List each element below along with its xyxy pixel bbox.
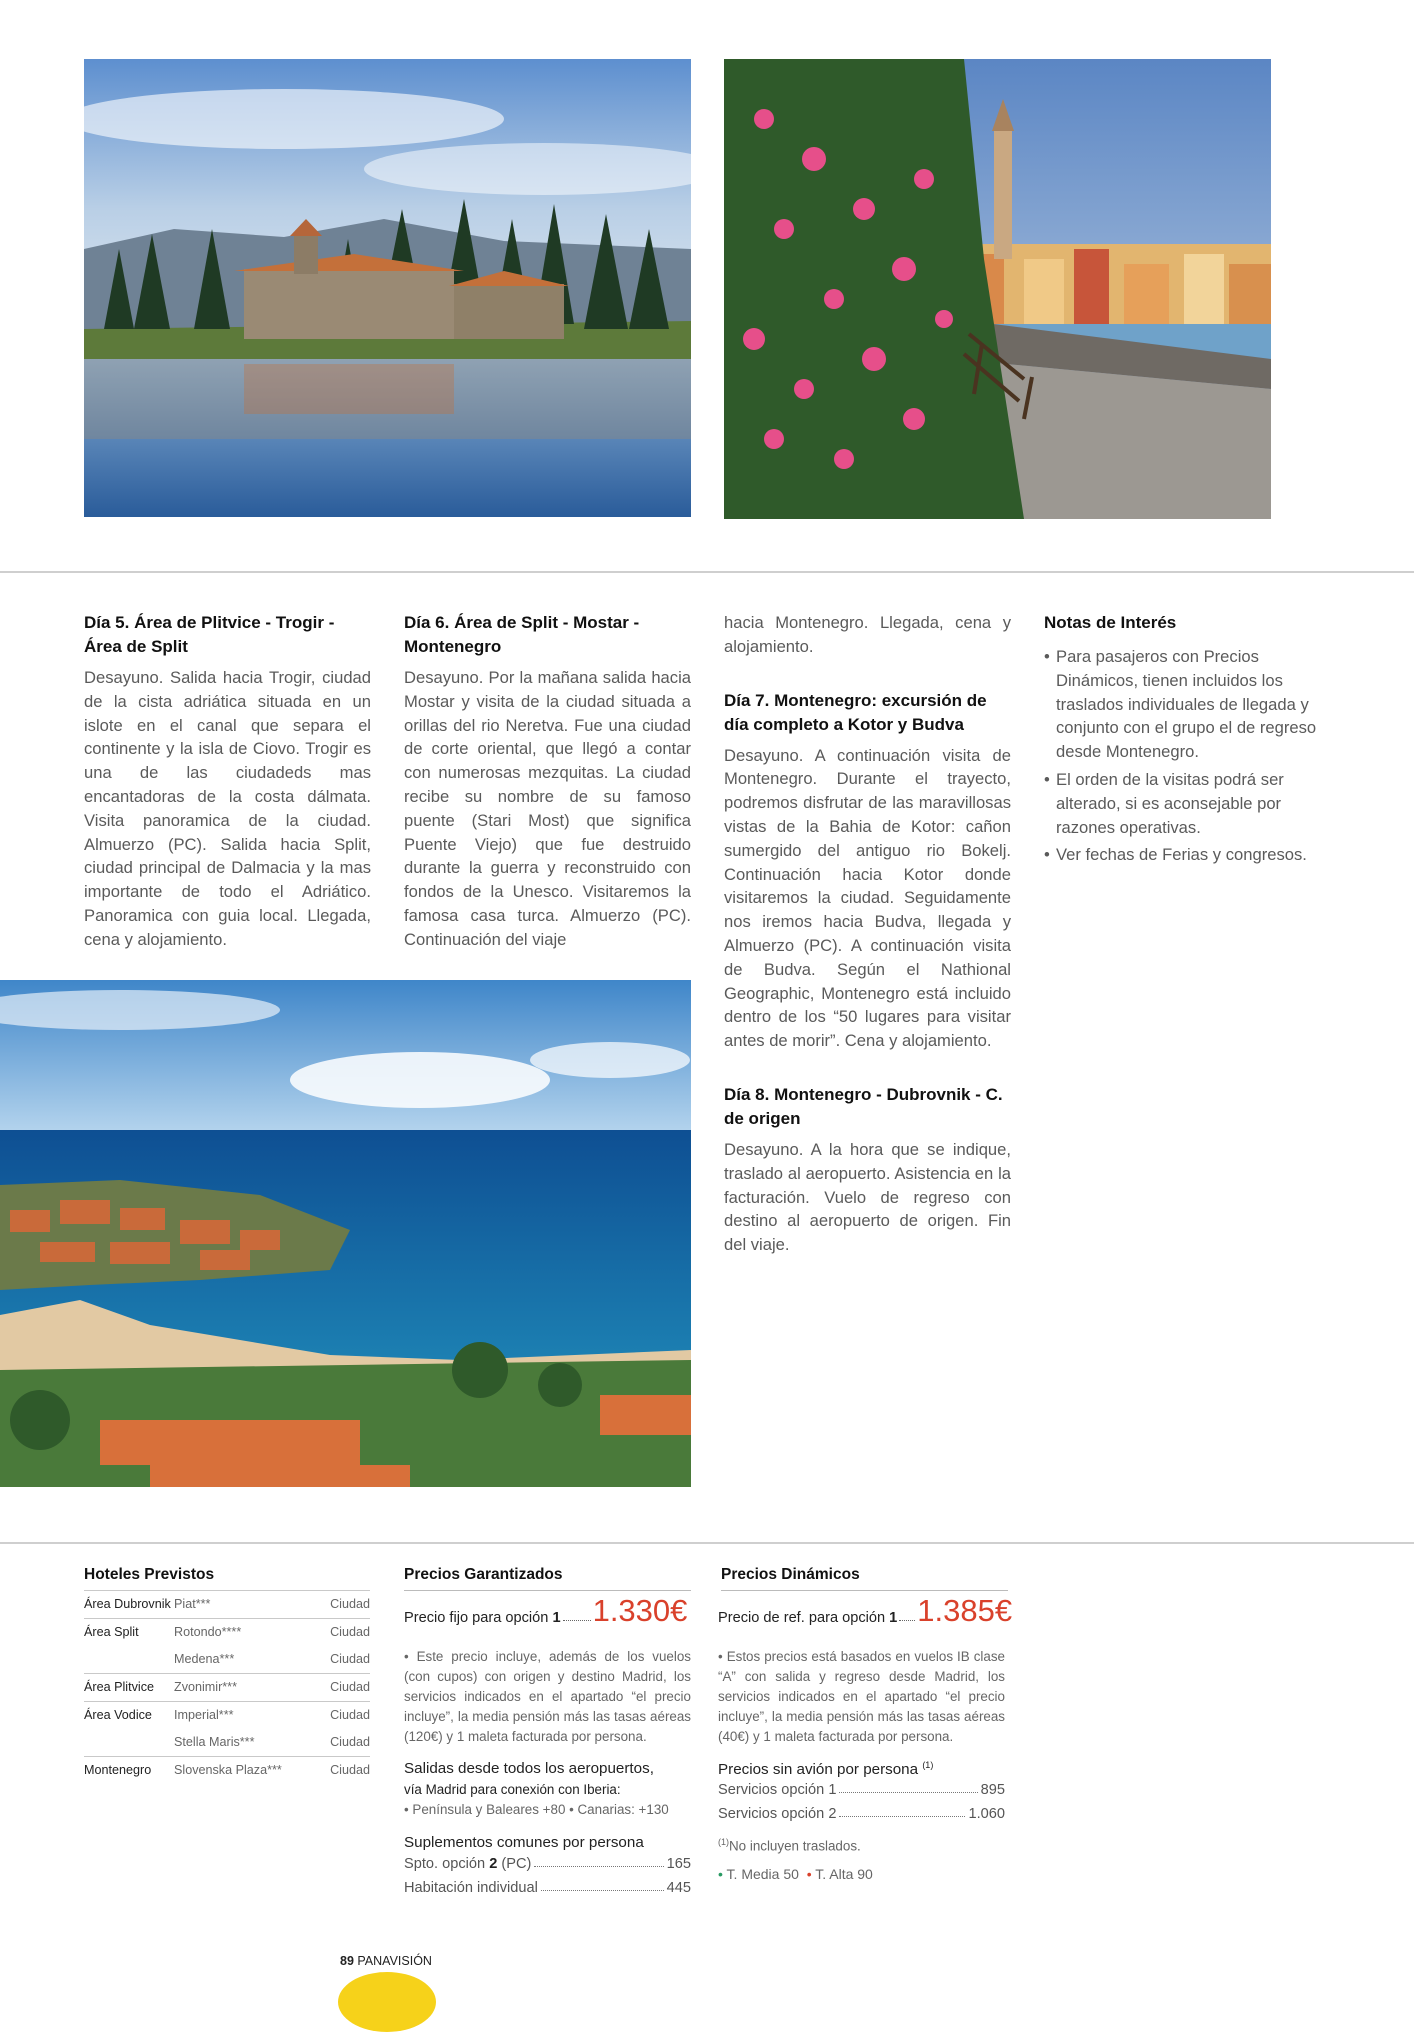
day6-title: Día 6. Área de Split - Mostar - Montenegro bbox=[404, 613, 640, 656]
section-divider-top bbox=[0, 571, 1414, 573]
hotel-name: Medena*** bbox=[174, 1652, 235, 1666]
season-high-dot: • bbox=[806, 1866, 812, 1882]
hotel-row bbox=[84, 1702, 370, 1730]
departures-text: • Península y Baleares +80 • Canarias: +130 bbox=[404, 1802, 669, 1817]
hotel-area: Montenegro bbox=[84, 1757, 174, 1785]
dynamic-footnote: $^{(1)}$No incluyen traslados. bbox=[718, 1837, 861, 1854]
guaranteed-includes: • Este precio incluye, además de los vuelos (con cupos) con origen y destino Madrid, los servicios indicados en el apartado “el precio incluye”, la media pensión más las tasas aéreas (120€) y 1 maleta facturada por persona. bbox=[404, 1649, 691, 1744]
hotel-location: Ciudad bbox=[317, 1619, 370, 1647]
hotel-area: Área Plitvice bbox=[84, 1674, 174, 1702]
hotel-area bbox=[84, 1646, 174, 1674]
hotel-row bbox=[84, 1729, 370, 1757]
supplement-option-2: Spto. opción 2 (PC) 165 bbox=[404, 1856, 691, 1872]
notes-column bbox=[1044, 611, 1331, 869]
dynamic-price-label: Precio de ref. para opción 1 bbox=[718, 1610, 898, 1626]
dynamic-price-row bbox=[718, 1593, 1013, 1628]
page-footer bbox=[340, 1954, 432, 1968]
season-legend bbox=[718, 1864, 873, 1884]
notes-list bbox=[1044, 645, 1331, 867]
yellow-tab-marker bbox=[338, 1972, 436, 2032]
photo-island-monastery bbox=[84, 59, 691, 517]
no-flight-title: Precios sin avión por persona $^{(1)}$ bbox=[718, 1760, 934, 1779]
dynamic-price: 1.385€ bbox=[917, 1593, 1013, 1628]
supplement-single-room: Habitación individual 445 bbox=[404, 1880, 691, 1896]
guaranteed-title-rule bbox=[404, 1590, 691, 1591]
departures-title: Salidas desde todos los aeropuertos, bbox=[404, 1760, 654, 1777]
hotel-name: Zvonimir*** bbox=[174, 1674, 317, 1702]
dot-leader bbox=[899, 1620, 915, 1621]
note-item: • El orden de la visitas podrá ser alterado, si es aconsejable por razones operativas. bbox=[1044, 768, 1331, 839]
hotel-name: Stella Maris*** bbox=[174, 1735, 255, 1749]
itinerary-column-1 bbox=[84, 611, 371, 974]
day6-text-continued: hacia Montenegro. Llegada, cena y alojamiento. bbox=[724, 613, 1011, 656]
day8-title: Día 8. Montenegro - Dubrovnik - C. de origen bbox=[724, 1084, 1003, 1128]
hotels-title: Hoteles Previstos bbox=[84, 1566, 215, 1583]
hotel-name: Slovenska Plaza*** bbox=[174, 1757, 317, 1785]
season-medium-label: T. Media 50 bbox=[726, 1866, 799, 1882]
hotel-row bbox=[84, 1757, 370, 1785]
hotel-row bbox=[84, 1646, 370, 1674]
hotel-location: Ciudad bbox=[317, 1702, 370, 1730]
dot-leader bbox=[563, 1620, 591, 1621]
season-medium-dot: • bbox=[718, 1866, 723, 1882]
note-item: • Ver fechas de Ferias y congresos. bbox=[1044, 843, 1331, 867]
day5-text: Desayuno. Salida hacia Trogir, ciudad de la cista adriática situada en un islote en el canal que separa el continente y la isla de Ciovo. Trogir es una de las ciudadeds mas encantadoras de la costa dálmata. Visita panoramica de la ciudad. Almuerzo (PC). Salida hacia Split, ciudad principal de Dalmacia y la mas importante de todo el Adriático. Panoramica con guia local. Llegada, cena y alojamiento. bbox=[84, 668, 371, 949]
season-high-label: T. Alta 90 bbox=[815, 1866, 873, 1882]
guaranteed-price-row bbox=[404, 1593, 688, 1628]
section-divider-bottom bbox=[0, 1542, 1414, 1544]
hotel-area: Área Dubrovnik bbox=[84, 1591, 174, 1619]
day8-text: Desayuno. A la hora que se indique, traslado al aeropuerto. Asistencia en la facturación. Vuelo de regreso con destino al aeropuerto de origen. Fin del viaje. bbox=[724, 1139, 1011, 1255]
guaranteed-price: 1.330€ bbox=[592, 1593, 688, 1628]
hotel-name: Imperial*** bbox=[174, 1702, 317, 1730]
dynamic-title: Precios Dinámicos bbox=[721, 1566, 860, 1583]
photo-coastal-town-flowers bbox=[724, 59, 1271, 519]
hotel-area: Área Split bbox=[84, 1619, 174, 1647]
itinerary-column-2 bbox=[404, 611, 691, 974]
hotel-location: Ciudad bbox=[330, 1652, 370, 1666]
hotel-location: Ciudad bbox=[317, 1674, 370, 1702]
hotel-row bbox=[84, 1591, 370, 1619]
page-number: 89 bbox=[340, 1954, 354, 1968]
brand-name: PANAVISIÓN bbox=[357, 1954, 432, 1968]
day6-text: Desayuno. Por la mañana salida hacia Mostar y visita de la ciudad situada a orillas del rio Neretva. Fue una ciudad de corte oriental, que llegó a contar con numerosas mezquitas. La ciudad recibe su nombre de su famoso puente (Stari Most) que significa Puente Viejo) que fue destruido durante la guerra y reconstruido con fondos de la Unesco. Visitaremos la famosa casa turca. Almuerzo (PC). Continuación del viaje bbox=[404, 668, 691, 949]
no-flight-option-1: Servicios opción 1 895 bbox=[718, 1782, 1005, 1798]
hotel-name: Piat*** bbox=[174, 1591, 317, 1619]
hotel-area bbox=[84, 1729, 174, 1757]
dynamic-title-rule bbox=[721, 1590, 1008, 1591]
hotel-row bbox=[84, 1619, 370, 1647]
hotel-location: Ciudad bbox=[330, 1735, 370, 1749]
itinerary-column-3 bbox=[724, 611, 1011, 1279]
day7-title: Día 7. Montenegro: excursión de día completo a Kotor y Budva bbox=[724, 690, 987, 734]
day7-text: Desayuno. A continuación visita de Montenegro. Durante el trayecto, podremos disfrutar de las maravillosas vistas de la Bahia de Kotor: cañon sumergido del antiguo rio Bokelj. Continuación hacia Kotor donde visitaremos la ciudad. Seguidamente nos iremos hacia Budva, llegada y Almuerzo (PC). A continuación visita de Budva. Según el Nathional Geographic, Montenegro está incluido dentro de los “50 lugares para visitar antes de morir”. Cena y alojamiento. bbox=[724, 745, 1011, 1051]
departures-subtitle: vía Madrid para conexión con Iberia: bbox=[404, 1782, 621, 1797]
photo-sveti-stefan-islet bbox=[0, 980, 691, 1487]
supplements-title: Suplementos comunes por persona bbox=[404, 1834, 644, 1851]
guaranteed-price-label: Precio fijo para opción 1 bbox=[404, 1610, 561, 1626]
note-item: • Para pasajeros con Precios Dinámicos, tienen incluidos los traslados individuales de llegada y conjunto con el grupo el de regreso desde Montenegro. bbox=[1044, 645, 1331, 764]
hotels-table bbox=[84, 1590, 370, 1784]
hotel-row bbox=[84, 1674, 370, 1702]
dynamic-includes: • Estos precios está basados en vuelos IB clase “A” con salida y regreso desde Madrid, los servicios indicados en el apartado “el precio incluye”, la media pensión más las tasas aéreas (40€) y 1 maleta facturada por persona. bbox=[718, 1649, 1005, 1744]
hotel-name: Rotondo**** bbox=[174, 1619, 317, 1647]
hotel-location: Ciudad bbox=[317, 1757, 370, 1785]
hotel-location: Ciudad bbox=[317, 1591, 370, 1619]
guaranteed-title: Precios Garantizados bbox=[404, 1566, 563, 1583]
notes-title: Notas de Interés bbox=[1044, 613, 1177, 632]
hotel-area: Área Vodice bbox=[84, 1702, 174, 1730]
no-flight-option-2: Servicios opción 2 1.060 bbox=[718, 1806, 1005, 1822]
day5-title: Día 5. Área de Plitvice - Trogir - Área de Split bbox=[84, 613, 335, 656]
